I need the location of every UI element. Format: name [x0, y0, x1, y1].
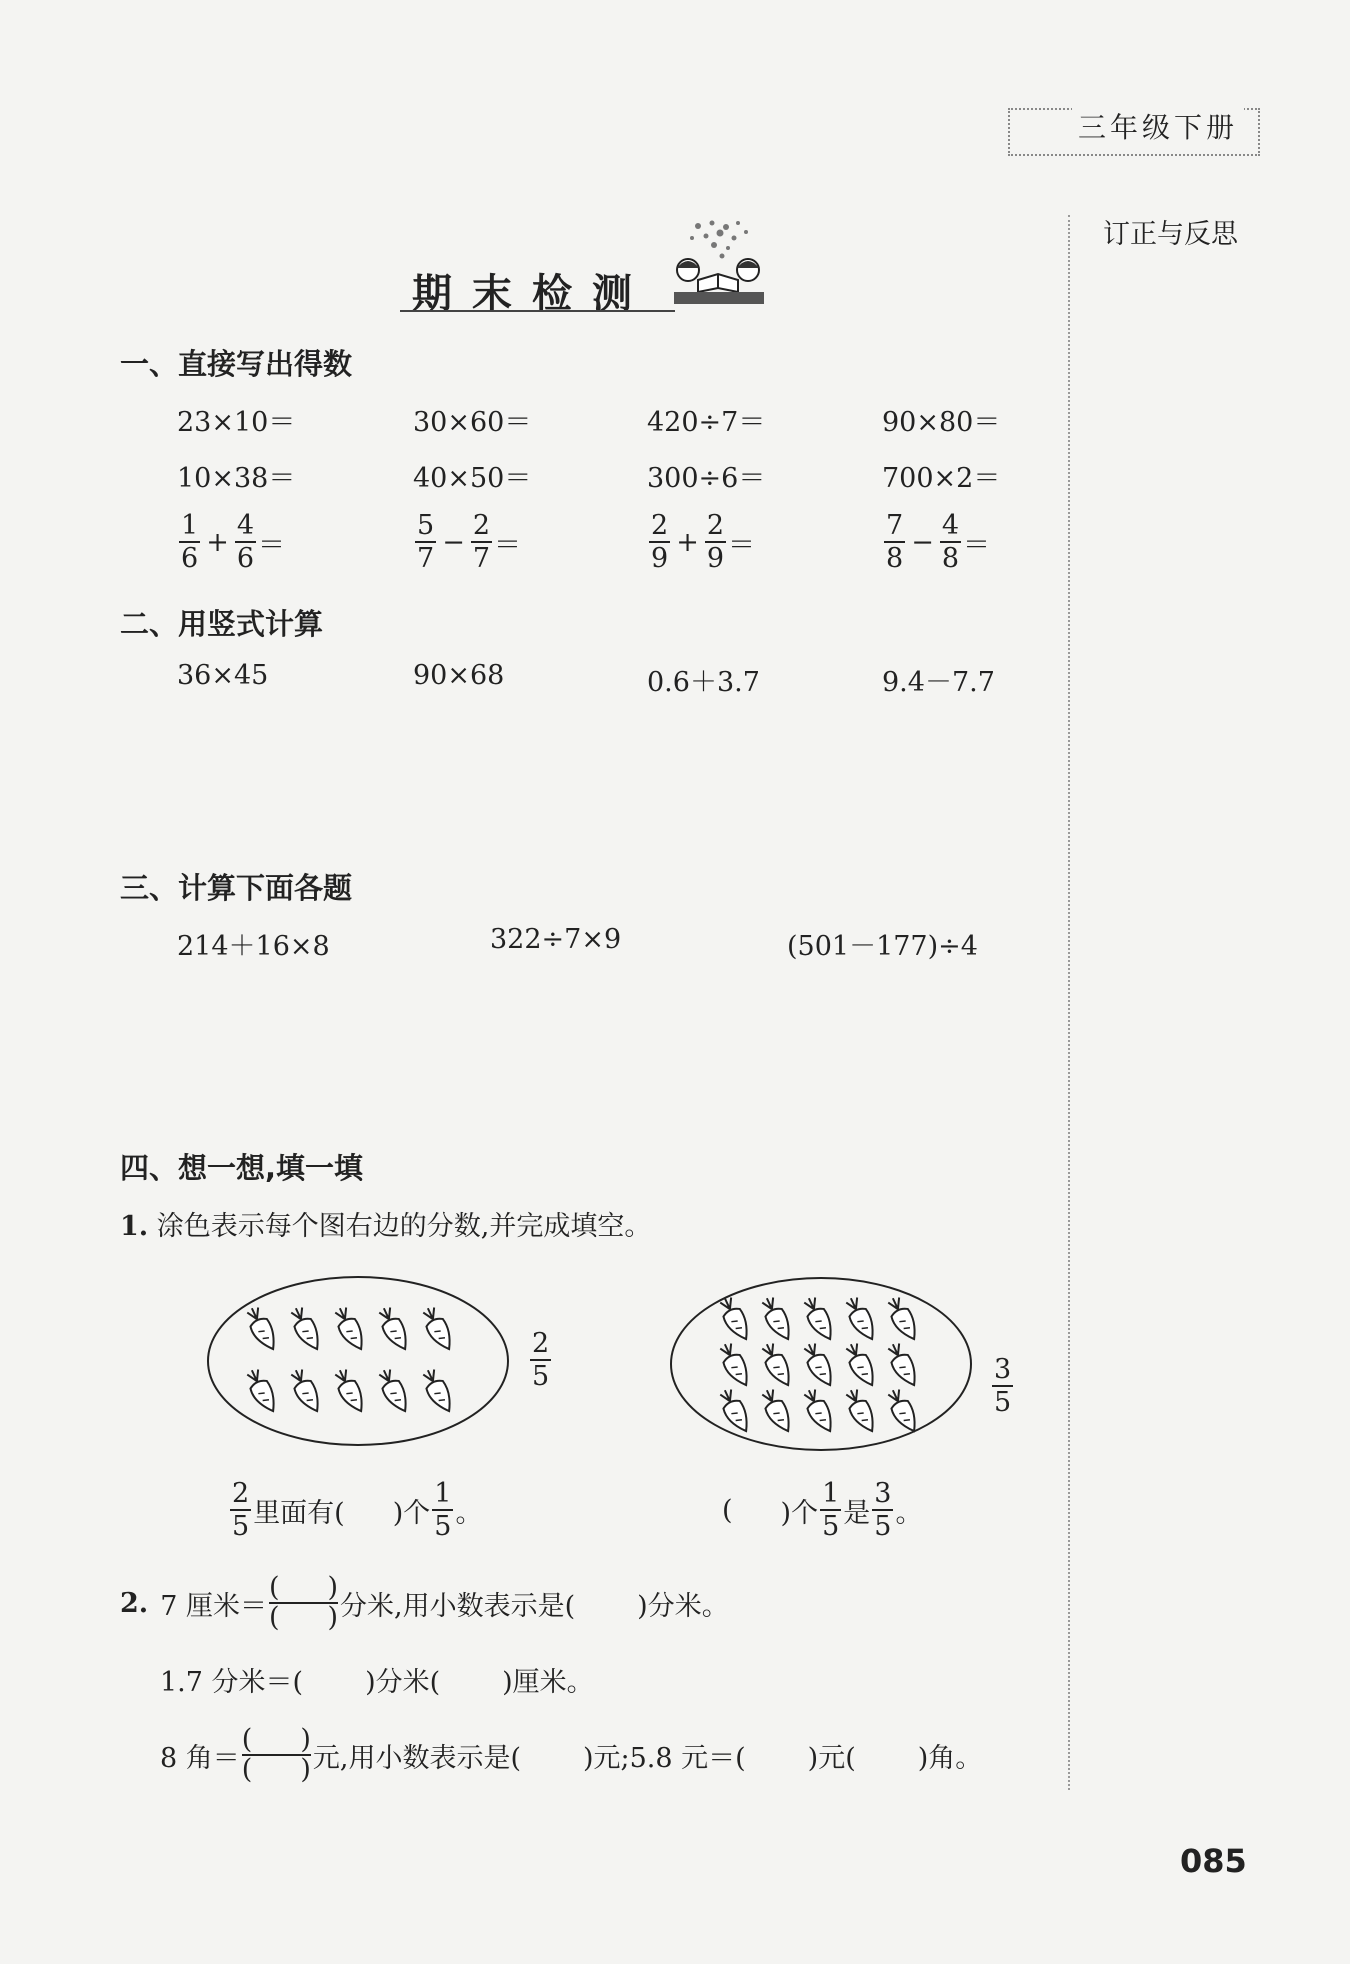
fraction-calc-item: $\frac{1}{6}$ + $\frac{4}{6}$ ＝ [181, 510, 285, 574]
vertical-calc-item: 36×45 [177, 660, 269, 691]
fraction-calc-item: $\frac{5}{7}$ − $\frac{2}{7}$ ＝ [417, 510, 521, 574]
oral-calc-item: 30×60＝ [413, 407, 532, 438]
vertical-calc-item: 90×68 [413, 660, 505, 691]
section-1-heading: 一、直接写出得数 [120, 347, 353, 381]
margin-divider [1068, 215, 1070, 1790]
oral-calc-item: 90×80＝ [882, 407, 1001, 438]
radish-group-left [202, 1272, 514, 1450]
oral-calc-item: 40×50＝ [413, 463, 532, 494]
question-1: 1. 涂色表示每个图右边的分数,并完成填空。 [120, 1211, 652, 1242]
grade-label: 三年级下册 [1072, 106, 1244, 146]
target-fraction-left: $\frac{2}{5}$ [532, 1328, 550, 1392]
fill-blank-left: $\frac{2}{5}$ 里面有( )个 $\frac{1}{5}$ 。 [232, 1478, 483, 1542]
oral-calc-item: 420÷7＝ [647, 407, 766, 438]
vertical-calc-item: 0.6＋3.7 [647, 667, 760, 698]
oral-calc-item: 300÷6＝ [647, 463, 766, 494]
oral-calc-item: 700×2＝ [882, 463, 1001, 494]
fraction-calc-item: $\frac{2}{9}$ + $\frac{2}{9}$ ＝ [651, 510, 755, 574]
page-title: 期末检测 [412, 270, 652, 317]
question-2-line-2: 1.7 分米＝( )分米( )厘米。 [160, 1667, 594, 1698]
section-3-heading: 三、计算下面各题 [120, 871, 353, 905]
mixed-calc-item: (501－177)÷4 [787, 931, 978, 962]
fraction-calc-item: $\frac{7}{8}$ − $\frac{4}{8}$ ＝ [886, 510, 990, 574]
page-number: 085 [1180, 1842, 1247, 1880]
question-2-line-1: 2. 7 厘米＝ ( ) ( ) 分米,用小数表示是( )分米。 [120, 1572, 729, 1634]
mixed-calc-item: 322÷7×9 [490, 924, 622, 955]
title-underline [400, 310, 675, 312]
mixed-calc-item: 214＋16×8 [177, 931, 330, 962]
fraction-blank[interactable]: ( ) ( ) [241, 1724, 311, 1786]
radish-group-right [665, 1274, 977, 1454]
question-2-line-3: 8 角＝ ( ) ( ) 元,用小数表示是( )元;5.8 元＝( )元( )角。 [160, 1724, 983, 1786]
oral-calc-item: 10×38＝ [177, 463, 296, 494]
fraction-blank[interactable]: ( ) ( ) [268, 1572, 339, 1634]
vertical-calc-item: 9.4－7.7 [882, 667, 995, 698]
reading-kids-illustration [668, 218, 768, 313]
fill-blank-right: ( )个 $\frac{1}{5}$ 是 $\frac{3}{5}$ 。 [722, 1478, 923, 1542]
target-fraction-right: $\frac{3}{5}$ [994, 1354, 1012, 1418]
section-2-heading: 二、用竖式计算 [120, 607, 324, 641]
section-4-heading: 四、想一想,填一填 [120, 1151, 364, 1185]
correction-column-label: 订正与反思 [1103, 219, 1238, 250]
oral-calc-item: 23×10＝ [177, 407, 296, 438]
